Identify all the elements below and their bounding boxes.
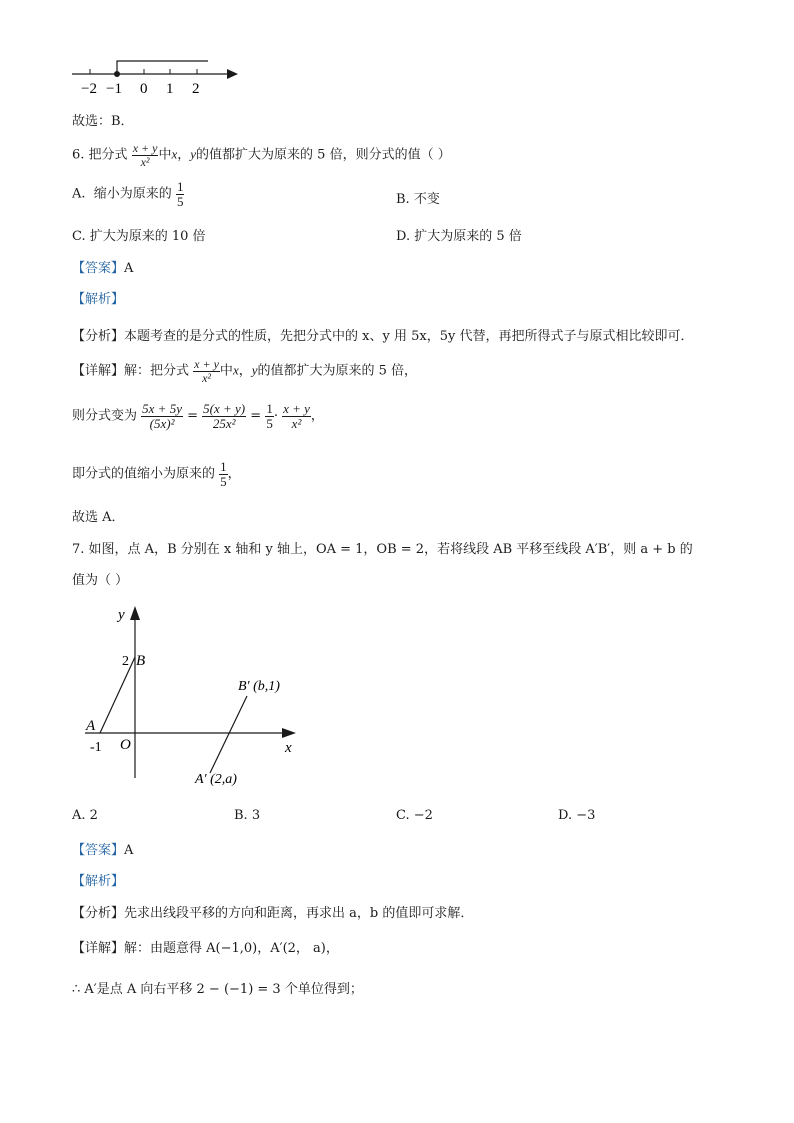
q7-fenxi: 【分析】先求出线段平移的方向和距离，再求出 a，b 的值即可求解． bbox=[72, 906, 474, 921]
equation-frac-2: $\frac{5(x + y)}{\text{25x²}}$ bbox=[203, 401, 246, 431]
point-ap-label: A′ (2,a) bbox=[195, 772, 237, 787]
q6-answer: 【答案】A bbox=[72, 261, 134, 276]
answer-tag: 【答案】 bbox=[72, 261, 125, 276]
segment-ab bbox=[100, 657, 135, 733]
point-a-label: A bbox=[86, 718, 96, 734]
point-bp-label: B′ (b,1) bbox=[238, 679, 280, 694]
option-a-fraction: $\frac{1}{5}$ bbox=[176, 179, 184, 209]
q6-option-a: A. 缩小为原来的 $\frac{1}{5}$ bbox=[72, 179, 184, 209]
x-axis-arrow bbox=[282, 728, 296, 738]
equation-frac-3: $\frac{1}{5}$ bbox=[266, 401, 273, 431]
q6-option-d: D. 扩大为原来的 5 倍 bbox=[396, 229, 522, 244]
q7-stem-line2: 值为（ ） bbox=[72, 573, 129, 588]
tick-label: 1 bbox=[166, 81, 174, 97]
q5-conclusion: 故选：B． bbox=[72, 114, 134, 129]
tick-label: −1 bbox=[106, 81, 122, 97]
q7-option-a: A. 2 bbox=[72, 808, 98, 823]
point-b-label: B bbox=[136, 653, 146, 669]
segment-apbp bbox=[210, 696, 247, 773]
q7-option-b: B. 3 bbox=[234, 808, 261, 823]
equation-frac-4: $\frac{x + y}{\text{x²}}$ bbox=[283, 401, 310, 431]
answer-tag: 【答案】 bbox=[72, 843, 125, 858]
q6-stem: 6. 把分式 $\frac{x + y}{\text{x²}}$ 中x，y的值都扩大为原来的 5 倍，则分式的值（ ） bbox=[72, 141, 451, 169]
q6-detail-line3: 即分式的值缩小为原来的 $\frac{1}{5}$ ， bbox=[72, 459, 241, 489]
q7-option-d: D. −3 bbox=[558, 808, 596, 823]
point-b-coord: 2 bbox=[122, 654, 129, 669]
q6-fenxi: 【分析】本题考查的是分式的性质，先把分式中的 x、y 用 5x，5y 代替，再把所得式子与原式相比较即可． bbox=[72, 329, 694, 344]
q6-number: 6. bbox=[72, 147, 85, 163]
x-axis-label: x bbox=[285, 740, 292, 756]
tick-label: 2 bbox=[192, 81, 200, 97]
q6-option-c: C. 扩大为原来的 10 倍 bbox=[72, 229, 206, 244]
q7-option-c: C. −2 bbox=[396, 808, 433, 823]
tick-label: −2 bbox=[81, 81, 97, 97]
q6-option-b: B. 不变 bbox=[396, 192, 440, 207]
point-a-coord: -1 bbox=[90, 740, 102, 755]
q7-number: 7. bbox=[72, 542, 85, 557]
q6-detail-line1: 【详解】解：把分式 $\frac{x + y}{\text{x²}}$ 中x，y的值都扩大为原来的 5 倍， bbox=[72, 357, 418, 385]
q6-fraction: $\frac{x + y}{\text{x²}}$ bbox=[132, 141, 158, 169]
q6-conclusion: 故选 A． bbox=[72, 510, 125, 525]
q7-analysis-tag: 【解析】 bbox=[72, 874, 125, 889]
y-axis-arrow bbox=[130, 606, 140, 620]
equation-frac-1: $\frac{5x + 5y}{\text{(5x)²}}$ bbox=[142, 401, 182, 431]
q7-coordinate-figure bbox=[80, 600, 305, 795]
q7-detail-line1: 【详解】解：由题意得 A(−1,0)，A′(2， a)， bbox=[72, 941, 339, 956]
fenxi-tag: 【分析】 bbox=[72, 906, 125, 921]
number-line-figure bbox=[66, 55, 246, 100]
tick-label: 0 bbox=[140, 81, 148, 97]
q6-detail-line2: 则分式变为 $\frac{5x + 5y}{\text{(5x)²}}$ = $\frac{5(x + y)}{\text{25x²}}$ = $\frac{1}{5}$ · $\frac{x + y}{\text{x²}}$ ， bbox=[72, 401, 324, 431]
fenxi-tag: 【分析】 bbox=[72, 329, 125, 344]
origin-label: O bbox=[120, 737, 131, 753]
detail-tag: 【详解】 bbox=[72, 363, 125, 379]
q7-stem-line1: 7. 如图，点 A，B 分别在 x 轴和 y 轴上，OA = 1，OB = 2，若将线段 AB 平移至线段 A′B′，则 a + b 的 bbox=[72, 542, 693, 557]
y-axis-label: y bbox=[118, 607, 125, 623]
q6-analysis-tag: 【解析】 bbox=[72, 292, 125, 307]
q7-answer: 【答案】A bbox=[72, 843, 134, 858]
q7-detail-line2: ∴ A′是点 A 向右平移 2 − (−1) = 3 个单位得到； bbox=[72, 982, 363, 997]
detail-tag: 【详解】 bbox=[72, 941, 125, 956]
